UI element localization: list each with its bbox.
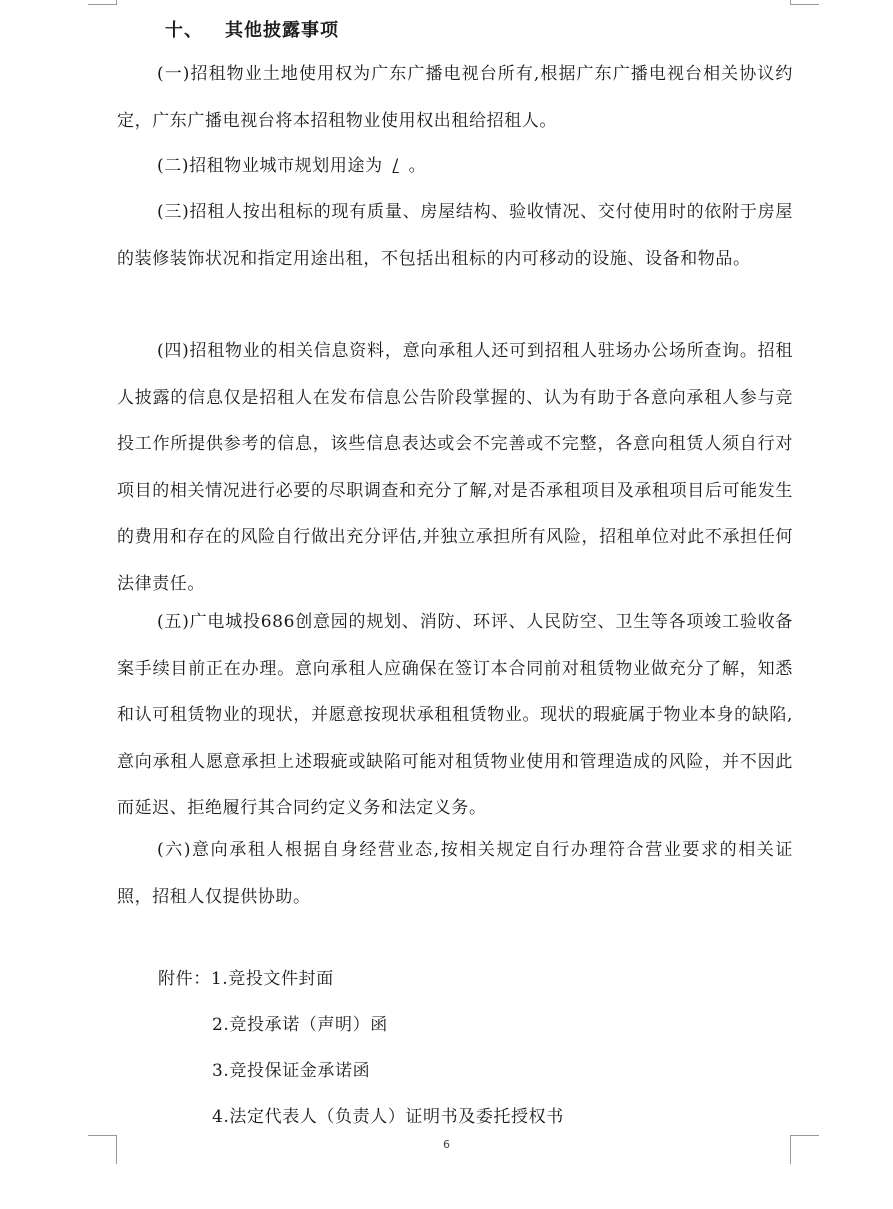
attachment-item-3: 3.竞投保证金承诺函 bbox=[212, 1061, 371, 1081]
attachment-item-1: 1.竞投文件封面 bbox=[210, 969, 334, 989]
paragraph-2-suffix: 。 bbox=[408, 156, 427, 176]
paragraph-4: (四)招租物业的相关信息资料，意向承租人还可到招租人驻场办公场所查询。招租人披露的信息仅是招租人在发布信息公告阶段掌握的、认为有助于各意向承租人参与竞投工作所提供参考的信息，该些信息表达或会不完善或不完整，各意向租赁人须自行对项目的相关情况进行必要的尽职调查和充分了解,对是否承租项目及承租项目后可能发生的费用和存在的风险自行做出充分评估,并独立承担所有风险，招租单位对此不承担任何法律责任。 bbox=[117, 341, 793, 594]
paragraph-2 bbox=[117, 143, 793, 190]
planning-use-blank: / bbox=[392, 156, 399, 176]
paragraph-3: (三)招租人按出租标的现有质量、房屋结构、验收情况、交付使用时的依附于房屋的装修装饰状况和指定用途出租，不包括出租标的内可移动的设施、设备和物品。 bbox=[117, 202, 793, 269]
paragraph-1: (一)招租物业土地使用权为广东广播电视台所有,根据广东广播电视台相关协议约定，广东广播电视台将本招租物业使用权出租给招租人。 bbox=[117, 64, 793, 131]
attachments-block bbox=[158, 964, 334, 989]
paragraph-6: (六)意向承租人根据自身经营业态,按相关规定自行办理符合营业要求的相关证照，招租人仅提供协助。 bbox=[117, 840, 793, 907]
section-title: 其他披露事项 bbox=[225, 20, 339, 41]
attachment-item-4: 4.法定代表人（负责人）证明书及委托授权书 bbox=[212, 1107, 564, 1127]
attachment-item-2: 2.竞投承诺（声明）函 bbox=[212, 1015, 388, 1035]
attachments-label: 附件： bbox=[158, 969, 211, 989]
section-heading bbox=[165, 16, 339, 42]
paragraph-5: (五)广电城投686创意园的规划、消防、环评、人民防空、卫生等各项竣工验收备案手续目前正在办理。意向承租人应确保在签订本合同前对租赁物业做充分了解，知悉和认可租赁物业的现状，并愿意按现状承租租赁物业。现状的瑕疵属于物业本身的缺陷,意向承租人愿意承担上述瑕疵或缺陷可能对租赁物业使用和管理造成的风险，并不因此而延迟、拒绝履行其合同约定义务和法定义务。 bbox=[117, 612, 793, 818]
paragraph-2-prefix: (二)招租物业城市规划用途为 bbox=[157, 156, 383, 176]
page-corner-mark-top-right bbox=[790, 0, 819, 5]
section-number: 十、 bbox=[165, 20, 203, 41]
page-number: 6 bbox=[443, 1138, 450, 1151]
page-corner-mark-top-left bbox=[88, 0, 117, 5]
